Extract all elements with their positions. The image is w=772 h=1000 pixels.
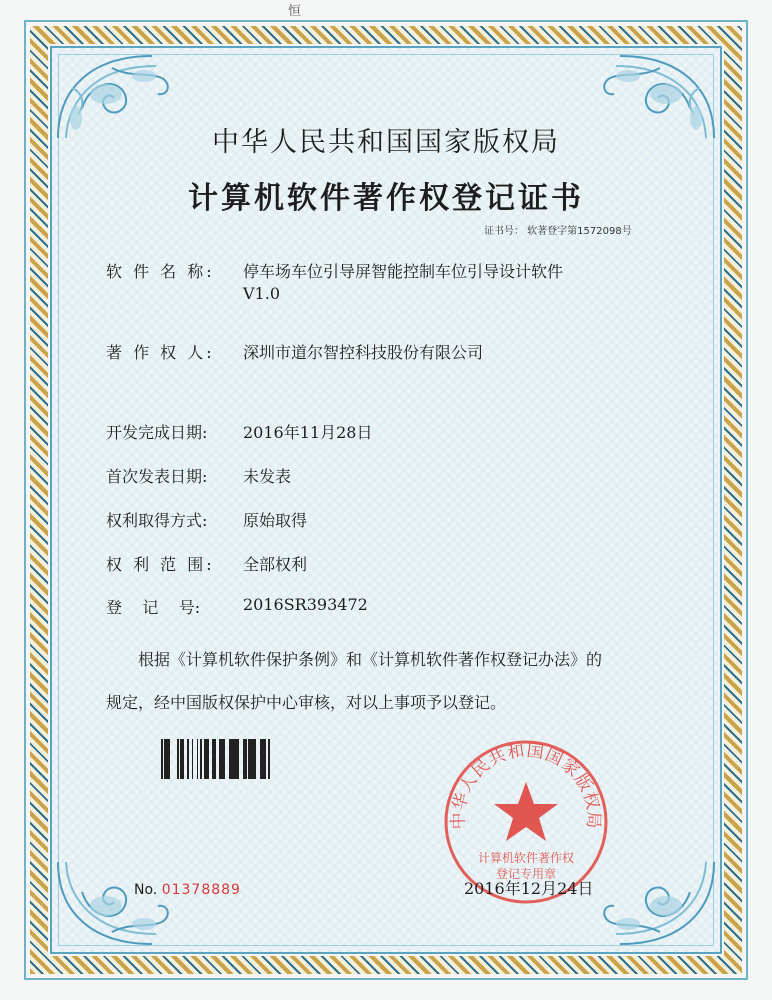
barcode-icon	[161, 739, 275, 779]
corner-ornament-icon	[52, 856, 182, 952]
field-value-software-version: V1.0	[243, 284, 280, 303]
field-label-completion-date: 开发完成日期:	[106, 423, 208, 442]
field-value-scope: 全部权利	[243, 555, 308, 574]
handwritten-mark: 恒	[288, 4, 302, 19]
seal-center-line-1: 计算机软件著作权	[477, 851, 575, 865]
certificate-title: 计算机软件著作权登记证书	[188, 181, 584, 216]
field-label-acquisition-method: 权利取得方式:	[106, 511, 208, 530]
serial-prefix: No.	[134, 882, 158, 898]
field-value-registration-number: 2016SR393472	[243, 595, 368, 614]
body-text-line-1: 根据《计算机软件保护条例》和《计算机软件著作权登记办法》的	[138, 650, 603, 669]
serial-value: 01378889	[161, 882, 241, 898]
serial-number	[134, 882, 241, 898]
issue-date: 2016年12月24日	[464, 879, 594, 898]
seal-center-line-2: 登记专用章	[495, 867, 557, 881]
certificate-number: 证书号： 软著登字第1572098号	[484, 226, 632, 237]
body-text-line-2: 规定，经中国版权保护中心审核，对以上事项予以登记。	[106, 693, 507, 712]
field-label-software-name: 软 件 名 称:	[106, 262, 215, 281]
field-label-owner: 著 作 权 人:	[106, 343, 215, 362]
field-label-registration-number: 登 记 号:	[106, 598, 201, 617]
field-value-acquisition-method: 原始取得	[243, 511, 308, 530]
field-value-software-name: 停车场车位引导屏智能控制车位引导设计软件	[243, 262, 564, 281]
field-value-owner: 深圳市道尔智控科技股份有限公司	[243, 343, 484, 362]
issuing-authority-title: 中华人民共和国国家版权局	[212, 127, 560, 158]
field-value-completion-date: 2016年11月28日	[243, 423, 373, 442]
field-label-scope: 权 利 范 围:	[106, 555, 215, 574]
field-label-first-publish-date: 首次发表日期:	[106, 467, 208, 486]
field-value-first-publish-date: 未发表	[243, 467, 292, 486]
seal-ring-text: 中华人民共和国国家版权局	[448, 740, 604, 830]
